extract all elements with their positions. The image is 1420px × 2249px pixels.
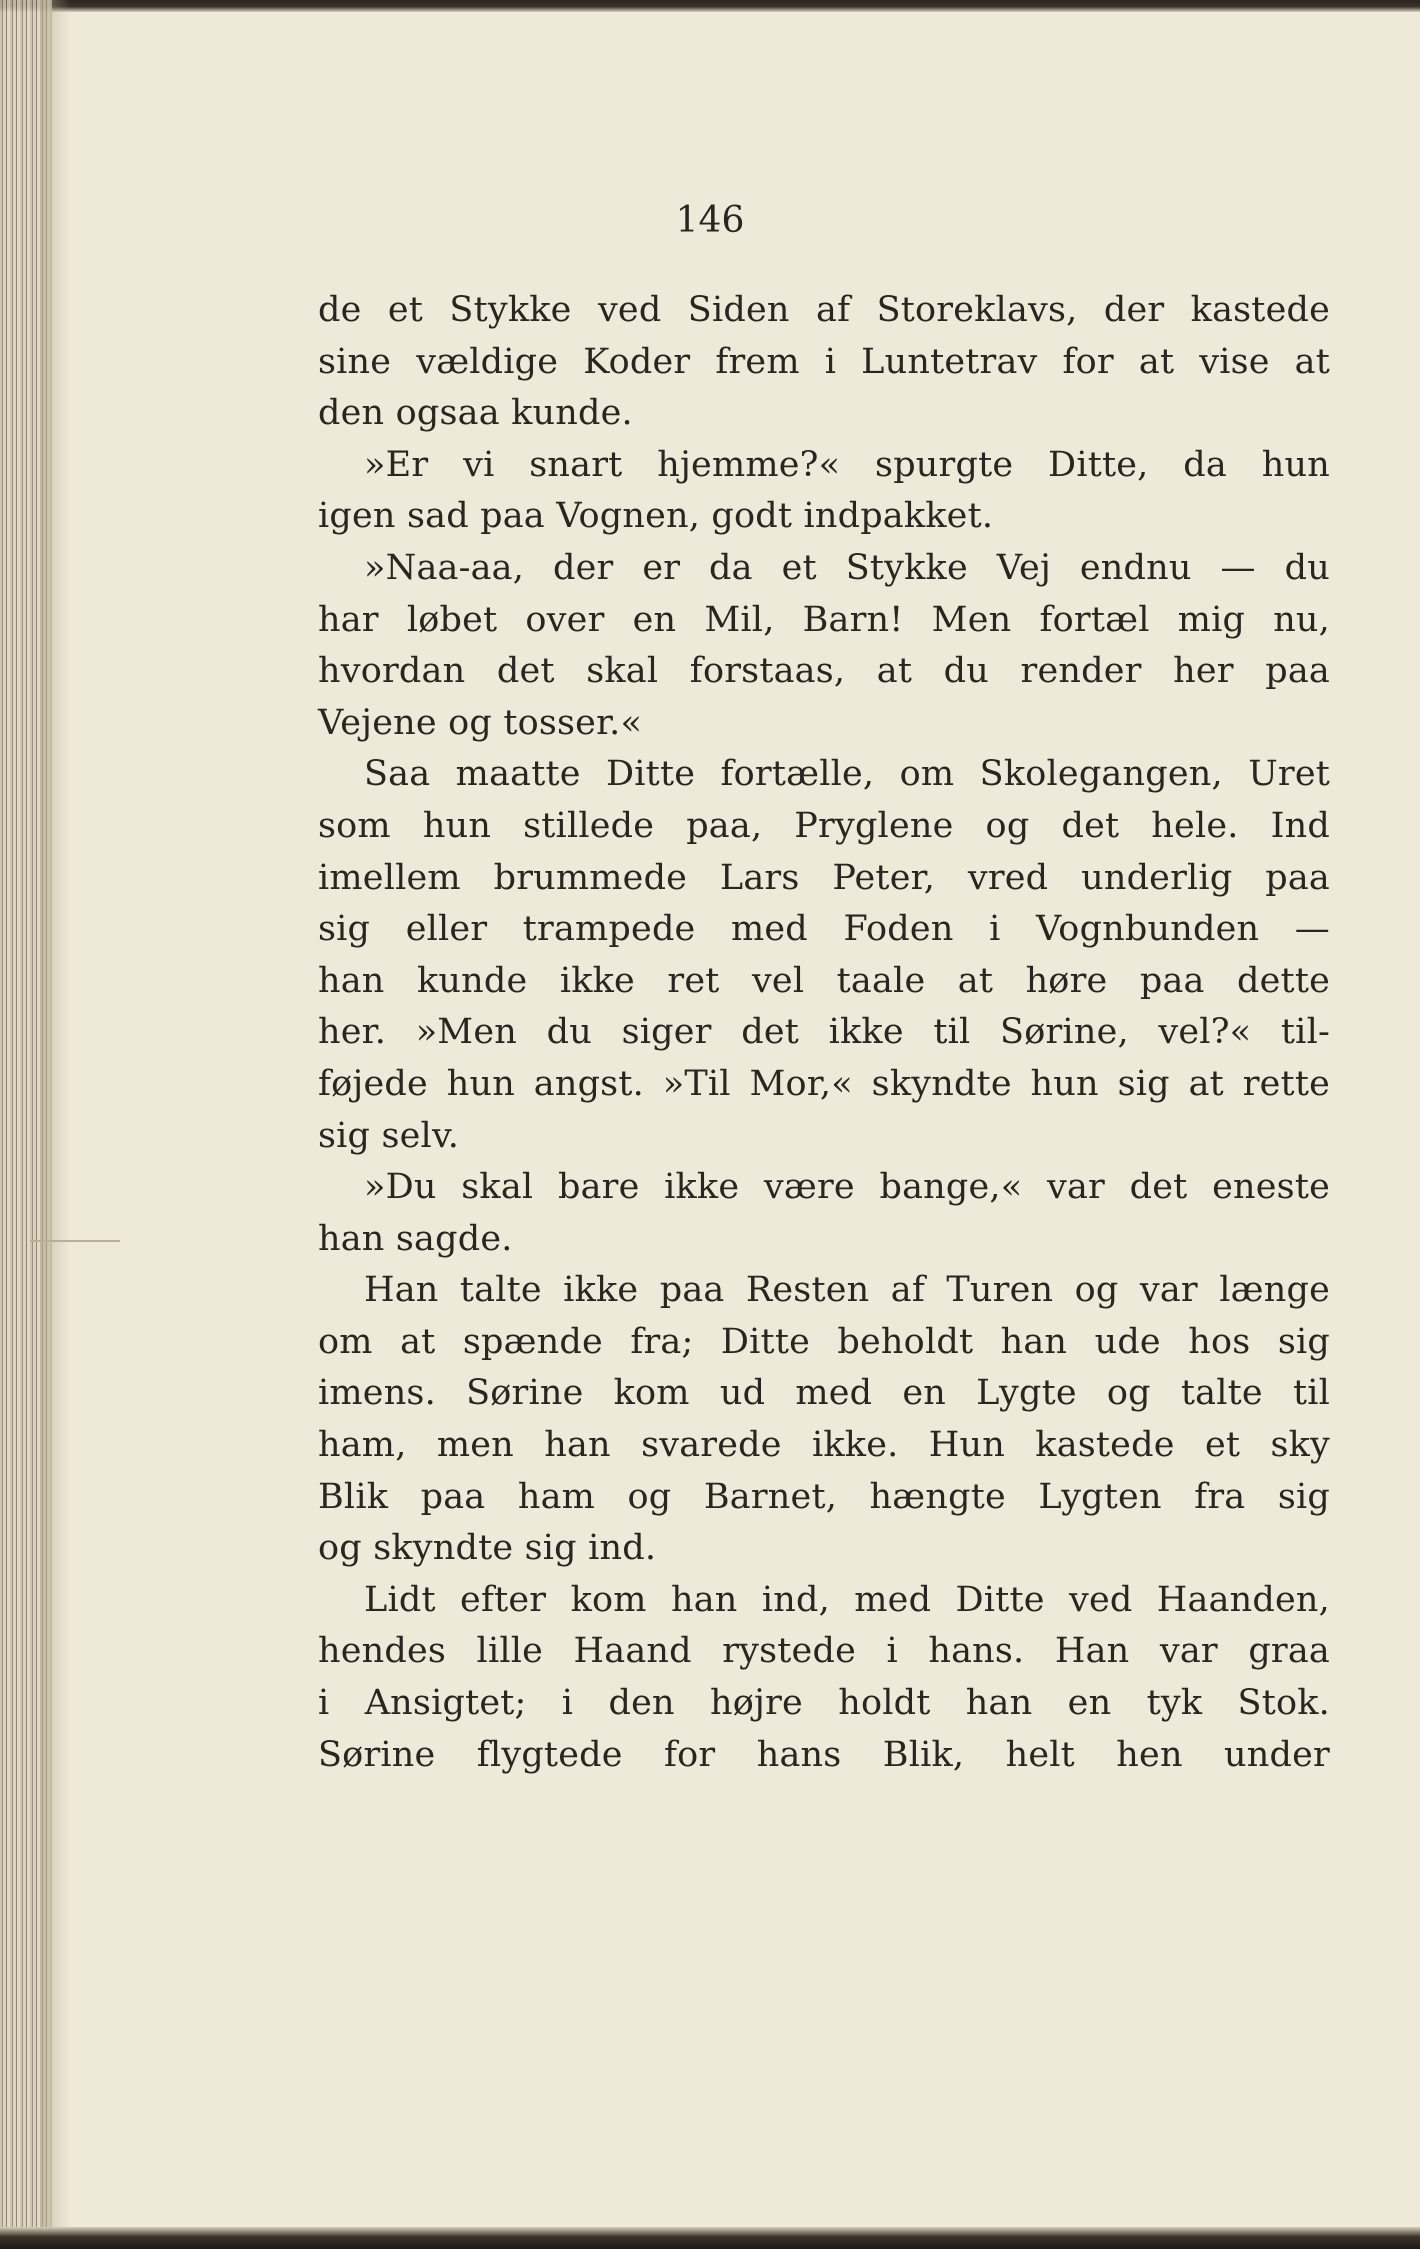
page-number-text: 146 <box>675 200 745 241</box>
text-line: sig eller trampede med Foden i Vognbunden — <box>318 909 1330 950</box>
body-text <box>318 285 1330 1781</box>
text-line: og skyndte sig ind. <box>318 1528 657 1569</box>
text-line: »Er vi snart hjemme?« spurgte Ditte, da hun <box>364 444 1330 485</box>
page-number <box>120 200 1420 241</box>
margin-mark <box>30 1240 120 1242</box>
text-line: ham, men han svarede ikke. Hun kastede et sky <box>318 1425 1330 1466</box>
page-top-edge <box>0 0 1420 12</box>
text-line: igen sad paa Vognen, godt indpakket. <box>318 496 994 537</box>
text-line: Lidt efter kom han ind, med Ditte ved Haanden, <box>364 1579 1330 1620</box>
text-line: Blik paa ham og Barnet, hængte Lygten fra sig <box>318 1476 1330 1517</box>
text-line: Vejene og tosser.« <box>318 702 643 743</box>
text-line: som hun stillede paa, Pryglene og det hele. Ind <box>318 805 1330 846</box>
text-line: Saa maatte Ditte fortælle, om Skolegangen, Uret <box>364 754 1330 795</box>
text-line: han kunde ikke ret vel taale at høre paa dette <box>318 960 1330 1001</box>
text-line: »Naa-aa, der er da et Stykke Vej endnu — du <box>364 547 1330 588</box>
spine-shadow <box>40 0 70 2249</box>
text-line: »Du skal bare ikke være bange,« var det eneste <box>364 1167 1330 1208</box>
text-line: i Ansigtet; i den højre holdt han en tyk Stok. <box>318 1683 1330 1724</box>
text-line: hvordan det skal forstaas, at du render her paa <box>318 651 1330 692</box>
text-line: Sørine flygtede for hans Blik, helt hen under <box>318 1734 1330 1775</box>
page-bottom-edge <box>0 2227 1420 2249</box>
text-line: har løbet over en Mil, Barn! Men fortæl mig nu, <box>318 599 1330 640</box>
text-line: han sagde. <box>318 1218 513 1259</box>
text-line: den ogsaa kunde. <box>318 393 633 434</box>
text-line: Han talte ikke paa Resten af Turen og var længe <box>364 1270 1330 1311</box>
text-line: sine vældige Koder frem i Luntetrav for at vise at <box>318 341 1330 382</box>
text-line: de et Stykke ved Siden af Storeklavs, der kastede <box>318 290 1330 330</box>
text-line: om at spænde fra; Ditte beholdt han ude hos sig <box>318 1321 1330 1362</box>
text-line: hendes lille Haand rystede i hans. Han var graa <box>318 1631 1330 1672</box>
text-line: imellem brummede Lars Peter, vred underlig paa <box>318 857 1330 898</box>
text-line: imens. Sørine kom ud med en Lygte og talte til <box>318 1373 1330 1414</box>
text-line: her. »Men du siger det ikke til Sørine, vel?« til- <box>318 1012 1330 1053</box>
text-line: føjede hun angst. »Til Mor,« skyndte hun sig at rette <box>318 1063 1330 1104</box>
text-line: sig selv. <box>318 1115 460 1156</box>
